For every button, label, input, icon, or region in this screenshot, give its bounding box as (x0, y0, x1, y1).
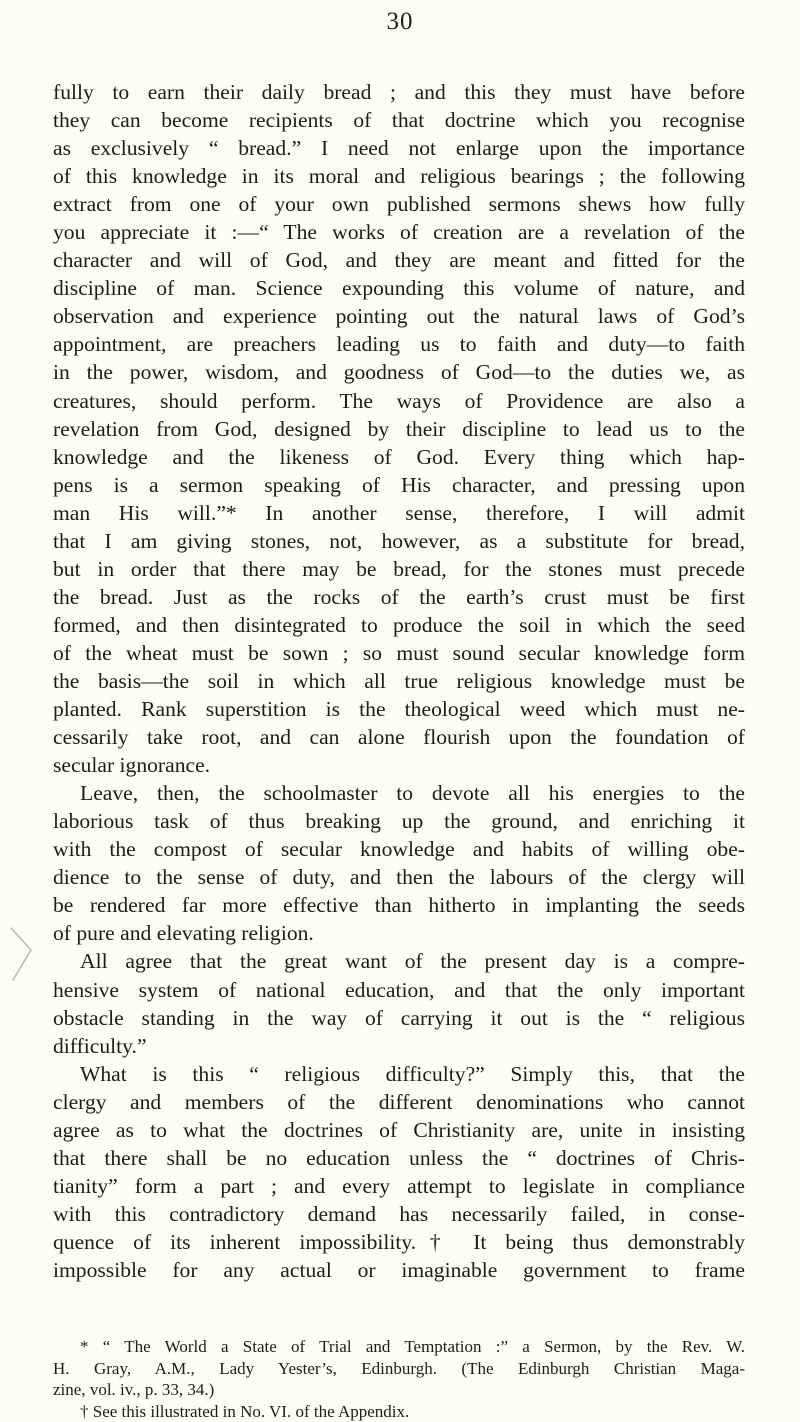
body-line: formed, and then disintegrated to produce the soil in which the seed (53, 612, 745, 637)
body-line: cessarily take root, and can alone flourish upon the foundation of (53, 725, 745, 750)
body-line: obstacle standing in the way of carrying it out is the “ religious (53, 1005, 745, 1030)
body-line: knowledge and the likeness of God. Every thing which hap- (53, 444, 745, 469)
body-line: fully to earn their daily bread ; and this they must have before (53, 80, 745, 104)
body-line: the basis—the soil in which all true religious knowledge must be (53, 668, 745, 693)
body-line: All agree that the great want of the present day is a compre- (80, 949, 745, 974)
body-line: observation and experience pointing out the natural laws of God’s (53, 304, 745, 329)
body-line: the bread. Just as the rocks of the earth’s crust must be first (53, 584, 745, 609)
body-line: but in order that there may be bread, for the stones must precede (53, 556, 745, 581)
body-line: discipline of man. Science expounding this volume of nature, and (53, 276, 745, 301)
footnote-line: † See this illustrated in No. VI. of the Appendix. (80, 1401, 410, 1421)
footnotes (53, 1336, 745, 1422)
body-line: be rendered far more effective than hitherto in implanting the seeds (53, 893, 745, 918)
body-line: clergy and members of the different denominations who cannot (53, 1089, 745, 1114)
body-line: character and will of God, and they are meant and fitted for the (53, 248, 745, 273)
body-line: of the wheat must be sown ; so must sound secular knowledge form (53, 640, 745, 665)
body-text (53, 78, 745, 1284)
body-line: Leave, then, the schoolmaster to devote all his energies to the (80, 781, 745, 806)
body-line: difficulty.” (53, 1033, 147, 1058)
body-line: What is this “ religious difficulty?” Simply this, that the (80, 1061, 745, 1086)
body-line: appointment, are preachers leading us to faith and duty—to faith (53, 332, 745, 357)
body-line: with the compost of secular knowledge and habits of willing obe- (53, 837, 745, 862)
body-line: in the power, wisdom, and goodness of God—to the duties we, as (53, 360, 745, 385)
body-line: extract from one of your own published sermons shews how fully (53, 192, 745, 217)
footnote-line: H. Gray, A.M., Lady Yester’s, Edinburgh. (The Edinburgh Christian Maga- (53, 1358, 745, 1378)
body-line: man His will.”* In another sense, therefore, I will admit (53, 500, 745, 525)
body-line: secular ignorance. (53, 753, 211, 778)
body-line: revelation from God, designed by their discipline to lead us to the (53, 416, 745, 441)
body-line: with this contradictory demand has necessarily failed, in conse- (53, 1201, 745, 1226)
body-line: of this knowledge in its moral and religious bearings ; the following (53, 164, 745, 189)
body-line: planted. Rank superstition is the theological weed which must ne- (53, 697, 745, 722)
body-line: laborious task of thus breaking up the ground, and enriching it (53, 809, 745, 834)
body-line: quence of its inherent impossibility.† It being thus demonstrably (53, 1229, 745, 1254)
body-line: creatures, should perform. The ways of Providence are also a (53, 388, 745, 413)
body-line: hensive system of national education, and that the only important (53, 977, 745, 1002)
footnote-line: zine, vol. iv., p. 33, 34.) (53, 1380, 215, 1399)
body-line: impossible for any actual or imaginable government to frame (53, 1257, 745, 1282)
pencil-margin-mark (7, 924, 43, 984)
body-line: of pure and elevating religion. (53, 921, 314, 946)
footnote-line: * “ The World a State of Trial and Temptation :” a Sermon, by the Rev. W. (80, 1337, 745, 1356)
page-number: 30 (386, 8, 414, 35)
body-line: pens is a sermon speaking of His character, and pressing upon (53, 472, 745, 497)
body-line: you appreciate it :—“ The works of creation are a revelation of the (53, 220, 745, 245)
body-line: they can become recipients of that doctrine which you recognise (53, 108, 745, 133)
body-line: tianity” form a part ; and every attempt to legislate in compliance (53, 1173, 745, 1198)
body-line: that there shall be no education unless the “ doctrines of Chris- (53, 1145, 745, 1170)
body-line: agree as to what the doctrines of Christianity are, unite in insisting (53, 1117, 745, 1142)
body-line: that I am giving stones, not, however, as a substitute for bread, (53, 528, 745, 553)
body-line: dience to the sense of duty, and then the labours of the clergy will (53, 865, 745, 890)
body-line: as exclusively “ bread.” I need not enlarge upon the importance (53, 136, 745, 161)
